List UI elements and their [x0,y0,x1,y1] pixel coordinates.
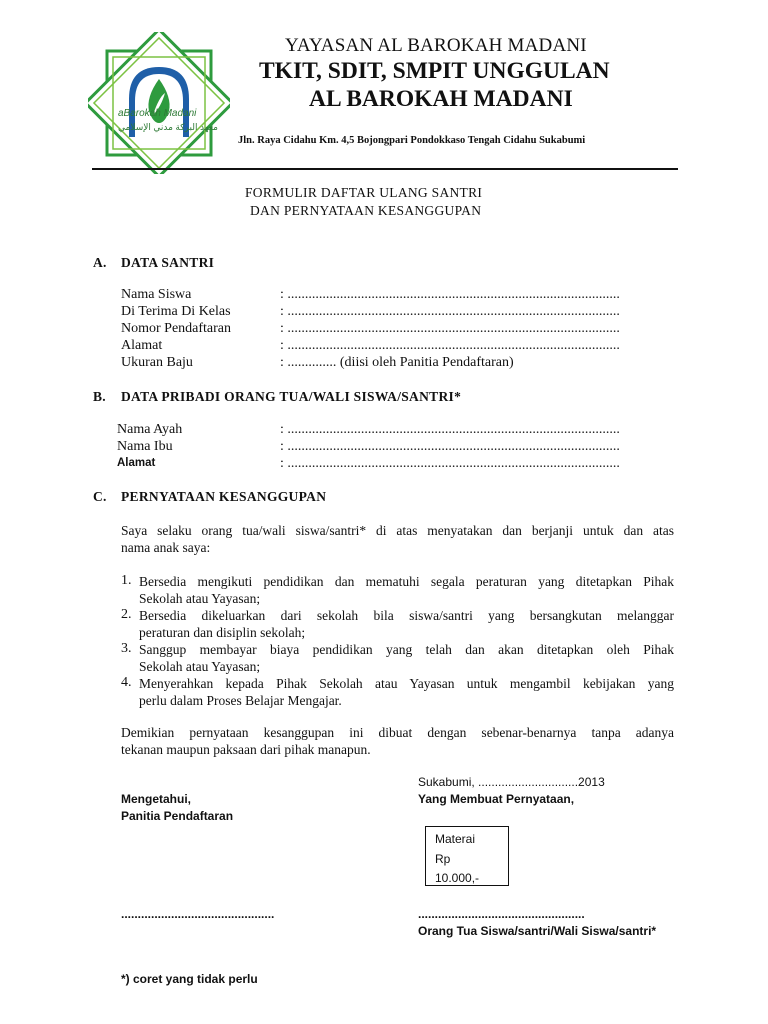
field-value-kelas[interactable]: : ............................................................................................... [280,304,620,319]
signature-left-title: Mengetahui, [121,792,192,806]
item-1-text [139,573,674,607]
signature-left-subtitle: Panitia Pendaftaran [121,809,234,823]
materai-amount: 10.000,- [435,871,480,885]
form-title-line1: FORMULIR DAFTAR ULANG SANTRI [245,185,483,200]
item-1-line2: Sekolah atau Yayasan; [139,591,261,606]
item-3-line2: Sekolah atau Yayasan; [139,659,261,674]
logo-arabic-text: معهد البركة مدني الإسلامي [118,122,218,132]
footnote: *) coret yang tidak perlu [121,972,258,986]
field-label-nama-ayah: Nama Ayah [117,422,183,437]
statement-intro-line1: Saya selaku orang tua/wali siswa/santri* di atas menyatakan dan berjanji untuk dan atas [121,523,674,538]
form-title-line2: DAN PERNYATAAN KESANGGUPAN [250,203,482,218]
field-value-nomor-pendaftaran[interactable]: : ............................................................................................... [280,321,620,336]
item-4-text [139,675,674,709]
section-c-title: PERNYATAAN KESANGGUPAN [121,489,327,504]
statement-closing-line2: tekanan maupun paksaan dari pihak manapun. [121,742,371,757]
star-seal-icon [88,32,230,174]
item-2-number: 2. [121,607,132,622]
statement-intro-line2: nama anak saya: [121,540,211,555]
field-label-nama-ibu: Nama Ibu [117,439,173,454]
statement-closing [121,724,674,758]
item-4-line1: Menyerahkan kepada Pihak Sekolah atau Yayasan untuk mengambil kebijakan yang [139,676,674,691]
section-a-letter: A. [93,255,107,270]
signature-right-title: Yang Membuat Pernyataan, [418,792,575,806]
place-date[interactable]: Sukabumi, ..............................2013 [418,775,605,789]
materai-currency: Rp [435,851,451,866]
materai-stamp-box [425,826,509,886]
section-b-title: DATA PRIBADI ORANG TUA/WALI SISWA/SANTRI* [121,389,462,404]
item-2-text [139,607,674,641]
logo-text: aBarokah Madani [118,108,197,119]
foundation-logo [88,32,230,174]
header-school-levels: TKIT, SDIT, SMPIT UNGGULAN [259,58,610,84]
field-value-alamat-santri[interactable]: : ............................................................................................... [280,338,620,353]
field-label-alamat-ortu: Alamat [117,457,156,469]
field-value-alamat-ortu[interactable]: : ............................................................................................... [280,456,620,471]
section-b-letter: B. [93,389,106,404]
item-3-line1: Sanggup membayar biaya pendidikan yang telah dan akan ditetapkan oleh Pihak [139,642,674,657]
field-label-alamat-santri: Alamat [121,338,163,353]
item-1-line1: Bersedia mengikuti pendidikan dan mematuhi segala peraturan yang ditetapkan Pihak [139,574,674,589]
field-label-nama-siswa: Nama Siswa [121,287,192,302]
signature-right-line[interactable]: .................................................. [418,907,585,921]
statement-intro [121,522,674,556]
statement-closing-line1: Demikian pernyataan kesanggupan ini dibuat dengan sebenar-benarnya tanpa adanya [121,725,674,740]
item-2-line1: Bersedia dikeluarkan dari sekolah bila siswa/santri yang bersangkutan melanggar [139,608,674,623]
item-4-line2: perlu dalam Proses Belajar Mengajar. [139,693,342,708]
section-c-letter: C. [93,489,107,504]
item-1-number: 1. [121,573,132,588]
signature-right-name: Orang Tua Siswa/santri/Wali Siswa/santri* [418,924,657,938]
item-3-number: 3. [121,641,132,656]
field-value-nama-siswa[interactable]: : ............................................................................................... [280,287,620,302]
section-a-title: DATA SANTRI [121,255,215,270]
header-foundation-name: YAYASAN AL BAROKAH MADANI [285,35,587,56]
header-school-name: AL BAROKAH MADANI [309,86,573,112]
signature-left-line[interactable]: .............................................. [121,907,275,921]
field-label-kelas: Di Terima Di Kelas [121,304,231,319]
header-divider [92,168,678,170]
field-value-nama-ibu[interactable]: : ............................................................................................... [280,439,620,454]
item-3-text [139,641,674,675]
field-label-ukuran-baju: Ukuran Baju [121,355,193,370]
materai-label: Materai [435,832,476,846]
item-4-number: 4. [121,675,132,690]
field-label-nomor-pendaftaran: Nomor Pendaftaran [121,321,232,336]
header-address: Jln. Raya Cidahu Km. 4,5 Bojongpari Pondokkaso Tengah Cidahu Sukabumi [238,135,586,146]
item-2-line2: peraturan dan disiplin sekolah; [139,625,306,640]
field-value-ukuran-baju[interactable]: : .............. (diisi oleh Panitia Pendaftaran) [280,355,514,370]
field-value-nama-ayah[interactable]: : ............................................................................................... [280,422,620,437]
